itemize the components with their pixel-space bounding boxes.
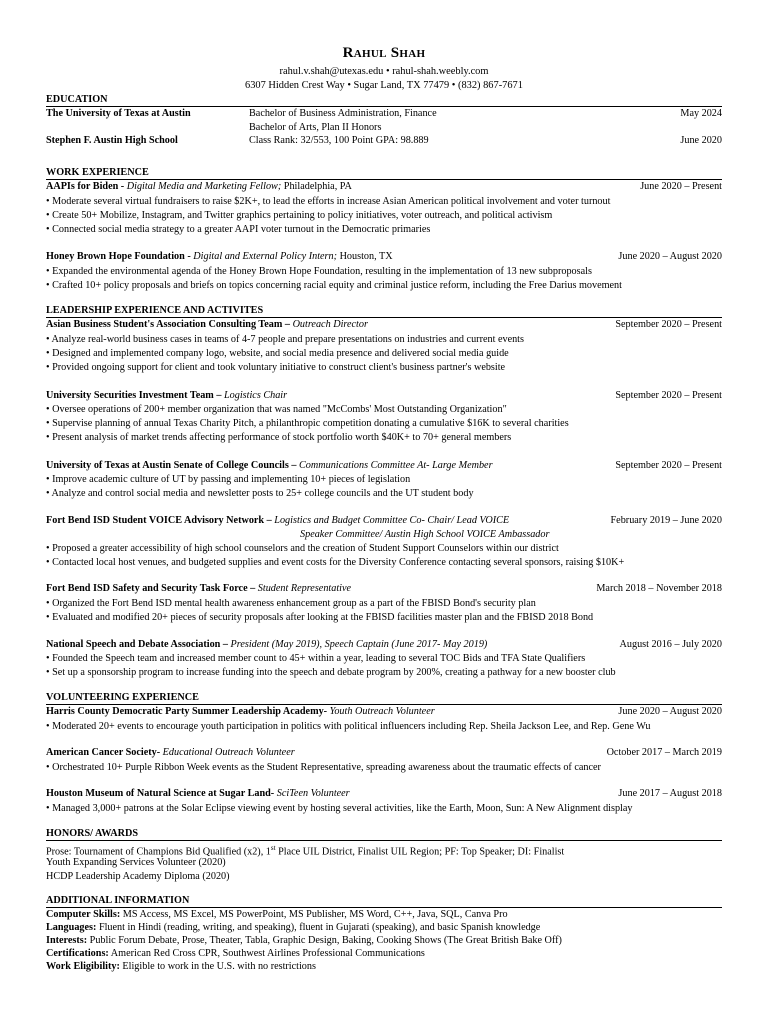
- honors-prose-end: Place UIL District, Finalist UIL Region; PF: Top Speaker; DI: Finalist: [275, 846, 565, 858]
- entry-date: February 2019 – June 2020: [610, 515, 722, 526]
- contact-email-website: rahul.v.shah@utexas.edu • rahul-shah.weebly.com: [279, 66, 489, 77]
- org-name: AAPIs for Biden -: [46, 181, 127, 192]
- leadership-entry-header: [46, 514, 722, 527]
- org-name: University Securities Investment Team –: [46, 390, 224, 401]
- role-title-continued: Speaker Committee/ Austin High School VOICE Ambassador: [300, 529, 550, 540]
- bullet-item: • Improve academic culture of UT by passing and implementing 10+ pieces of legislation: [46, 474, 411, 485]
- role-title: SciTeen Volunteer: [276, 788, 350, 799]
- additional-item: [46, 908, 722, 921]
- bullet-item: • Expanded the environmental agenda of the Honey Brown Hope Foundation, resulting in the implementation of 13 new subproposals: [46, 266, 592, 277]
- degree-text: Bachelor of Business Administration, Finance: [249, 108, 437, 119]
- additional-label: Work Eligibility:: [46, 961, 120, 972]
- location: Philadelphia, PA: [281, 181, 352, 192]
- role-title: Student Representative: [257, 583, 352, 594]
- leadership-entry-header: [46, 459, 722, 472]
- org-name: Fort Bend ISD Safety and Security Task Force –: [46, 583, 258, 594]
- entry-date: September 2020 – Present: [615, 460, 722, 471]
- candidate-name: Rahul Shah: [342, 45, 426, 61]
- org-name: National Speech and Debate Association –: [46, 639, 231, 650]
- org-name: Asian Business Student's Association Consulting Team –: [46, 319, 293, 330]
- education-date: June 2020: [680, 135, 722, 146]
- ordinal-suffix: st: [270, 844, 276, 852]
- section-heading-additional: ADDITIONAL INFORMATION: [46, 895, 722, 908]
- location: Houston, TX: [337, 251, 393, 262]
- additional-text: MS Access, MS Excel, MS PowerPoint, MS Publisher, MS Word, C++, Java, SQL, Canva Pro: [120, 909, 508, 920]
- entry-date: June 2020 – August 2020: [618, 706, 722, 717]
- section-heading-honors: HONORS/ AWARDS: [46, 828, 722, 841]
- role-title: Youth Outreach Volunteer: [329, 706, 435, 717]
- bullet-item: • Present analysis of market trends affecting performance of stock portfolio worth $40K+ to 70+ general members: [46, 432, 512, 443]
- org-name: Fort Bend ISD Student VOICE Advisory Network –: [46, 515, 275, 526]
- work-entry-header: [46, 250, 722, 263]
- contact-address-phone: 6307 Hidden Crest Way • Sugar Land, TX 77479 • (832) 867-7671: [245, 80, 523, 91]
- entry-date: September 2020 – Present: [615, 319, 722, 330]
- entry-date: June 2017 – August 2018: [618, 788, 722, 799]
- bullet-item: • Organized the Fort Bend ISD mental health awareness enhancement group as a part of the FBISD Bond's security plan: [46, 598, 536, 609]
- volunteer-entry-header: [46, 746, 722, 759]
- role-title: Digital Media and Marketing Fellow;: [126, 181, 282, 192]
- leadership-entry-header: [46, 389, 722, 402]
- org-name: University of Texas at Austin Senate of College Councils –: [46, 460, 299, 471]
- bullet-item: • Designed and implemented company logo, website, and social media presence and delivered social media guide: [46, 348, 509, 359]
- work-entry-header: [46, 180, 722, 193]
- org-name: Harris County Democratic Party Summer Leadership Academy-: [46, 706, 330, 717]
- bullet-item: • Analyze real-world business cases in teams of 4-7 people and prepare presentations on industries and current events: [46, 334, 524, 345]
- additional-label: Languages:: [46, 922, 97, 933]
- additional-text: American Red Cross CPR, Southwest Airlines Professional Communications: [108, 948, 425, 959]
- org-name: American Cancer Society-: [46, 747, 163, 758]
- class-rank-gpa: Class Rank: 32/553, 100 Point GPA: 98.889: [249, 135, 429, 146]
- entry-date: June 2020 – Present: [640, 181, 722, 192]
- volunteer-entry-header: [46, 705, 722, 718]
- additional-text: Eligible to work in the U.S. with no restrictions: [119, 961, 316, 972]
- volunteer-entry-header: [46, 787, 722, 800]
- honors-prose-start: Prose: Tournament of Champions Bid Qualified (x2), 1: [46, 846, 271, 858]
- bullet-item: • Moderated 20+ events to encourage youth participation in politics with political influencers including Rep. Sheila Jackson Lee, and Rep. Gene Wu: [46, 721, 651, 732]
- bullet-item: • Create 50+ Mobilize, Instagram, and Twitter graphics pertaining to policy initiatives, voter outreach, and political activism: [46, 210, 553, 221]
- additional-label: Computer Skills:: [46, 909, 121, 920]
- education-date: May 2024: [680, 108, 722, 119]
- bullet-item: • Orchestrated 10+ Purple Ribbon Week events as the Student Representative, spreading awareness about the traumatic effects of cancer: [46, 762, 601, 773]
- bullet-item: • Moderate several virtual fundraisers to raise $2K+, to lead the efforts in increase Asian American political involvement and voter turnout: [46, 196, 611, 207]
- entry-date: March 2018 – November 2018: [596, 583, 722, 594]
- bullet-item: • Provided ongoing support for client and took voluntary initiative to construct client's business partner's website: [46, 362, 506, 373]
- bullet-item: • Oversee operations of 200+ member organization that was named "McCombs' Most Outstanding Organization": [46, 404, 507, 415]
- entry-date: September 2020 – Present: [615, 390, 722, 401]
- bullet-item: • Connected social media strategy to a greater AAPI voter turnout in the Democratic primaries: [46, 224, 431, 235]
- role-title: Educational Outreach Volunteer: [162, 747, 295, 758]
- bullet-item: • Set up a sponsorship program to increase funding into the speech and debate program by 200%, creating a pathway for a new booster club: [46, 667, 616, 678]
- leadership-entry-header: [46, 318, 722, 331]
- school-name: The University of Texas at Austin: [46, 108, 191, 119]
- additional-text: Public Forum Debate, Prose, Theater, Tabla, Graphic Design, Baking, Cooking Shows (The Great British Bake Off): [87, 935, 562, 946]
- section-heading-leadership: LEADERSHIP EXPERIENCE AND ACTIVITES: [46, 305, 722, 318]
- bullet-item: • Crafted 10+ policy proposals and briefs on topics concerning racial equity and criminal justice reform, including the Free Darius movement: [46, 280, 622, 291]
- bullet-item: • Supervise planning of annual Texas Charity Pitch, a philanthropic competition donating a cumulative $16K to several charities: [46, 418, 569, 429]
- additional-label: Certifications:: [46, 948, 109, 959]
- degree-text: Bachelor of Arts, Plan II Honors: [249, 122, 382, 133]
- leadership-entry-header: [46, 582, 722, 595]
- bullet-item: • Managed 3,000+ patrons at the Solar Eclipse viewing event by hosting several activities, like the Earth, Moon, Sun: A New Alignment display: [46, 803, 633, 814]
- bullet-item: • Founded the Speech team and increased member count to 45+ within a year, leading to several TOC Bids and TFA State Qualifiers: [46, 653, 586, 664]
- role-title: President (May 2019), Speech Captain (June 2017- May 2019): [230, 639, 488, 650]
- school-name: Stephen F. Austin High School: [46, 135, 178, 146]
- bullet-item: • Evaluated and modified 20+ pieces of security proposals after looking at the FBISD facilities master plan and the FBISD 2018 Bond: [46, 612, 594, 623]
- section-heading-volunteering: VOLUNTEERING EXPERIENCE: [46, 692, 722, 705]
- entry-date: June 2020 – August 2020: [618, 251, 722, 262]
- role-title: Logistics Chair: [223, 390, 288, 401]
- section-heading-work: WORK EXPERIENCE: [46, 167, 722, 180]
- additional-item: [46, 960, 722, 973]
- additional-label: Interests:: [46, 935, 88, 946]
- org-name: Houston Museum of Natural Science at Sugar Land-: [46, 788, 277, 799]
- entry-date: August 2016 – July 2020: [619, 639, 722, 650]
- leadership-entry-header: [46, 638, 722, 651]
- role-title: Outreach Director: [292, 319, 368, 330]
- role-title: Digital and External Policy Intern;: [193, 251, 338, 262]
- bullet-item: • Analyze and control social media and newsletter posts to 25+ college councils and the UT student body: [46, 488, 474, 499]
- additional-item: [46, 947, 722, 960]
- additional-text: Fluent in Hindi (reading, writing, and speaking), fluent in Gujarati (speaking), and basic Spanish knowledge: [96, 922, 541, 933]
- honors-item: HCDP Leadership Academy Diploma (2020): [46, 871, 230, 882]
- additional-item: [46, 934, 722, 947]
- role-title: Logistics and Budget Committee Co- Chair/ Lead VOICE: [274, 515, 510, 526]
- section-heading-education: EDUCATION: [46, 94, 722, 107]
- entry-date: October 2017 – March 2019: [606, 747, 722, 758]
- bullet-item: • Contacted local host venues, and budgeted supplies and event costs for the Diversity Conference contacting several sponsors, raising $10K+: [46, 557, 625, 568]
- role-title: Communications Committee At- Large Member: [299, 460, 493, 471]
- honors-item: Youth Expanding Services Volunteer (2020): [46, 857, 226, 868]
- org-name: Honey Brown Hope Foundation -: [46, 251, 194, 262]
- bullet-item: • Proposed a greater accessibility of high school counselors and the creation of Student Support Counselors within our district: [46, 543, 559, 554]
- additional-item: [46, 921, 722, 934]
